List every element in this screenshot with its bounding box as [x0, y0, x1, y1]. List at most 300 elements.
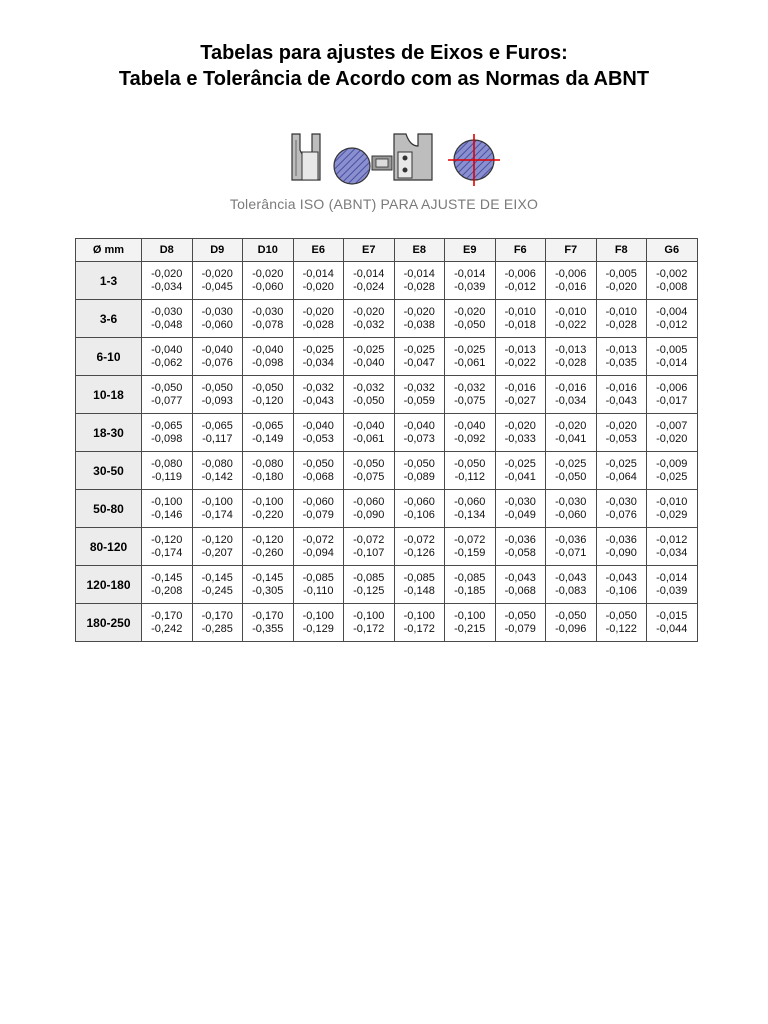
lower-deviation: -0,049 — [504, 508, 536, 521]
lower-deviation: -0,107 — [353, 546, 385, 559]
lower-deviation: -0,033 — [504, 432, 536, 445]
tolerance-cell — [445, 376, 496, 414]
upper-deviation: -0,065 — [252, 419, 284, 432]
upper-deviation: -0,010 — [656, 495, 688, 508]
column-header-d9: D9 — [192, 239, 243, 262]
column-header-e6: E6 — [293, 239, 344, 262]
lower-deviation: -0,050 — [555, 470, 587, 483]
tolerance-cell — [142, 452, 193, 490]
header-row — [76, 239, 698, 262]
lower-deviation: -0,040 — [353, 356, 385, 369]
lower-deviation: -0,045 — [201, 280, 233, 293]
lower-deviation: -0,242 — [151, 622, 183, 635]
tolerance-cell — [192, 338, 243, 376]
tolerance-cell — [142, 566, 193, 604]
tolerance-cell — [394, 490, 445, 528]
upper-deviation: -0,014 — [302, 267, 334, 280]
upper-deviation: -0,013 — [555, 343, 587, 356]
upper-deviation: -0,016 — [555, 381, 587, 394]
shaft-section — [334, 148, 370, 184]
table-row — [76, 566, 698, 604]
tolerance-cell — [192, 528, 243, 566]
upper-deviation: -0,020 — [504, 419, 536, 432]
upper-deviation: -0,145 — [252, 571, 284, 584]
lower-deviation: -0,092 — [454, 432, 486, 445]
upper-deviation: -0,065 — [151, 419, 183, 432]
row-range-label: 180-250 — [76, 604, 142, 642]
lower-deviation: -0,008 — [656, 280, 688, 293]
lower-deviation: -0,028 — [605, 318, 637, 331]
upper-deviation: -0,040 — [201, 343, 233, 356]
upper-deviation: -0,100 — [252, 495, 284, 508]
tolerance-cell — [142, 414, 193, 452]
tolerance-cell — [546, 566, 597, 604]
column-header-d8: D8 — [142, 239, 193, 262]
lower-deviation: -0,016 — [555, 280, 587, 293]
tolerance-cell — [293, 566, 344, 604]
upper-deviation: -0,016 — [504, 381, 536, 394]
upper-deviation: -0,032 — [403, 381, 435, 394]
row-range-label: 80-120 — [76, 528, 142, 566]
lower-deviation: -0,106 — [605, 584, 637, 597]
upper-deviation: -0,080 — [151, 457, 183, 470]
tolerance-cell — [495, 452, 546, 490]
lower-deviation: -0,059 — [403, 394, 435, 407]
upper-deviation: -0,036 — [504, 533, 536, 546]
column-header-f6: F6 — [495, 239, 546, 262]
lower-deviation: -0,093 — [201, 394, 233, 407]
lower-deviation: -0,039 — [454, 280, 486, 293]
tolerance-cell — [445, 338, 496, 376]
upper-deviation: -0,145 — [151, 571, 183, 584]
lower-deviation: -0,061 — [353, 432, 385, 445]
lower-deviation: -0,060 — [555, 508, 587, 521]
tolerance-cell — [546, 490, 597, 528]
upper-deviation: -0,025 — [353, 343, 385, 356]
tolerance-cell — [243, 300, 294, 338]
lower-deviation: -0,122 — [605, 622, 637, 635]
shaft-fit-illustration — [288, 130, 506, 190]
lower-deviation: -0,120 — [252, 394, 284, 407]
tolerance-table — [75, 238, 698, 642]
upper-deviation: -0,043 — [605, 571, 637, 584]
lower-deviation: -0,305 — [252, 584, 284, 597]
upper-deviation: -0,100 — [201, 495, 233, 508]
upper-deviation: -0,050 — [252, 381, 284, 394]
lower-deviation: -0,020 — [302, 280, 334, 293]
lower-deviation: -0,185 — [454, 584, 486, 597]
upper-deviation: -0,006 — [656, 381, 688, 394]
upper-deviation: -0,004 — [656, 305, 688, 318]
tolerance-cell — [243, 528, 294, 566]
tolerance-cell — [647, 566, 698, 604]
row-range-label: 6-10 — [76, 338, 142, 376]
lower-deviation: -0,078 — [252, 318, 284, 331]
lower-deviation: -0,094 — [302, 546, 334, 559]
tolerance-cell — [596, 566, 647, 604]
tolerance-cell — [445, 414, 496, 452]
lower-deviation: -0,024 — [353, 280, 385, 293]
tolerance-cell — [394, 566, 445, 604]
tolerance-cell — [192, 566, 243, 604]
lower-deviation: -0,134 — [454, 508, 486, 521]
tolerance-cell — [142, 528, 193, 566]
lower-deviation: -0,035 — [605, 356, 637, 369]
upper-deviation: -0,010 — [605, 305, 637, 318]
lower-deviation: -0,039 — [656, 584, 688, 597]
tolerance-cell — [293, 338, 344, 376]
column-header-g6: G6 — [647, 239, 698, 262]
tolerance-cell — [293, 300, 344, 338]
row-range-label: 18-30 — [76, 414, 142, 452]
tolerance-cell — [344, 604, 395, 642]
tolerance-cell — [596, 262, 647, 300]
lower-deviation: -0,174 — [151, 546, 183, 559]
lower-deviation: -0,012 — [504, 280, 536, 293]
tolerance-cell — [293, 376, 344, 414]
upper-deviation: -0,036 — [605, 533, 637, 546]
crosshair-section — [448, 134, 500, 186]
upper-deviation: -0,015 — [656, 609, 688, 622]
tolerance-cell — [394, 338, 445, 376]
upper-deviation: -0,025 — [605, 457, 637, 470]
lower-deviation: -0,034 — [151, 280, 183, 293]
lower-deviation: -0,034 — [555, 394, 587, 407]
tolerance-cell — [445, 528, 496, 566]
tolerance-cell — [394, 262, 445, 300]
upper-deviation: -0,009 — [656, 457, 688, 470]
upper-deviation: -0,012 — [656, 533, 688, 546]
lower-deviation: -0,050 — [353, 394, 385, 407]
upper-deviation: -0,025 — [504, 457, 536, 470]
tolerance-cell — [445, 566, 496, 604]
lower-deviation: -0,053 — [302, 432, 334, 445]
tolerance-cell — [546, 338, 597, 376]
upper-deviation: -0,032 — [454, 381, 486, 394]
lower-deviation: -0,020 — [605, 280, 637, 293]
upper-deviation: -0,006 — [504, 267, 536, 280]
upper-deviation: -0,085 — [403, 571, 435, 584]
upper-deviation: -0,060 — [302, 495, 334, 508]
lower-deviation: -0,034 — [302, 356, 334, 369]
upper-deviation: -0,080 — [252, 457, 284, 470]
upper-deviation: -0,145 — [201, 571, 233, 584]
tolerance-cell — [596, 604, 647, 642]
title-line-2: Tabela e Tolerância de Acordo com as Normas da ABNT — [118, 68, 650, 90]
upper-deviation: -0,020 — [403, 305, 435, 318]
lower-deviation: -0,245 — [201, 584, 233, 597]
upper-deviation: -0,040 — [454, 419, 486, 432]
tolerance-cell — [445, 604, 496, 642]
lower-deviation: -0,022 — [555, 318, 587, 331]
upper-deviation: -0,025 — [555, 457, 587, 470]
tolerance-cell — [546, 452, 597, 490]
upper-deviation: -0,100 — [403, 609, 435, 622]
lower-deviation: -0,220 — [252, 508, 284, 521]
tolerance-cell — [647, 376, 698, 414]
lower-deviation: -0,159 — [454, 546, 486, 559]
tolerance-cell — [647, 262, 698, 300]
tolerance-cell — [243, 338, 294, 376]
upper-deviation: -0,030 — [201, 305, 233, 318]
tolerance-cell — [243, 490, 294, 528]
lower-deviation: -0,090 — [353, 508, 385, 521]
lower-deviation: -0,110 — [303, 584, 334, 597]
upper-deviation: -0,013 — [605, 343, 637, 356]
lower-deviation: -0,207 — [201, 546, 233, 559]
tolerance-cell — [596, 452, 647, 490]
lower-deviation: -0,028 — [302, 318, 334, 331]
tolerance-cell — [647, 300, 698, 338]
lower-deviation: -0,172 — [403, 622, 435, 635]
upper-deviation: -0,030 — [151, 305, 183, 318]
lower-deviation: -0,125 — [353, 584, 385, 597]
lower-deviation: -0,053 — [605, 432, 637, 445]
tolerance-cell — [546, 528, 597, 566]
column-header-diameter: Ø mm — [76, 239, 142, 262]
upper-deviation: -0,043 — [504, 571, 536, 584]
lower-deviation: -0,018 — [504, 318, 536, 331]
column-header-f7: F7 — [546, 239, 597, 262]
caliper-left-jaw — [292, 134, 320, 180]
lower-deviation: -0,068 — [504, 584, 536, 597]
table-row — [76, 338, 698, 376]
upper-deviation: -0,100 — [454, 609, 486, 622]
lower-deviation: -0,050 — [454, 318, 486, 331]
tolerance-cell — [192, 262, 243, 300]
upper-deviation: -0,043 — [555, 571, 587, 584]
tolerance-cell — [596, 338, 647, 376]
upper-deviation: -0,032 — [353, 381, 385, 394]
upper-deviation: -0,060 — [454, 495, 486, 508]
upper-deviation: -0,072 — [353, 533, 385, 546]
tolerance-cell — [596, 490, 647, 528]
lower-deviation: -0,098 — [252, 356, 284, 369]
tolerance-cell — [647, 452, 698, 490]
lower-deviation: -0,208 — [151, 584, 183, 597]
caliper-right-jaw — [394, 134, 432, 180]
lower-deviation: -0,038 — [403, 318, 435, 331]
tolerance-cell — [344, 262, 395, 300]
upper-deviation: -0,120 — [252, 533, 284, 546]
tolerance-cell — [394, 452, 445, 490]
lower-deviation: -0,119 — [151, 470, 182, 483]
upper-deviation: -0,005 — [656, 343, 688, 356]
tolerance-cell — [293, 452, 344, 490]
tolerance-cell — [344, 528, 395, 566]
tolerance-cell — [344, 452, 395, 490]
lower-deviation: -0,014 — [656, 356, 688, 369]
upper-deviation: -0,170 — [201, 609, 233, 622]
table-row — [76, 452, 698, 490]
lower-deviation: -0,027 — [504, 394, 536, 407]
upper-deviation: -0,040 — [353, 419, 385, 432]
upper-deviation: -0,050 — [302, 457, 334, 470]
upper-deviation: -0,002 — [656, 267, 688, 280]
lower-deviation: -0,090 — [605, 546, 637, 559]
tolerance-cell — [394, 528, 445, 566]
table-row — [76, 528, 698, 566]
tolerance-cell — [293, 262, 344, 300]
upper-deviation: -0,025 — [302, 343, 334, 356]
tolerance-cell — [293, 604, 344, 642]
upper-deviation: -0,050 — [403, 457, 435, 470]
tolerance-cell — [344, 300, 395, 338]
tolerance-cell — [243, 604, 294, 642]
upper-deviation: -0,050 — [201, 381, 233, 394]
upper-deviation: -0,007 — [656, 419, 688, 432]
lower-deviation: -0,076 — [605, 508, 637, 521]
table-row — [76, 262, 698, 300]
lower-deviation: -0,174 — [201, 508, 233, 521]
tolerance-cell — [142, 490, 193, 528]
lower-deviation: -0,215 — [454, 622, 486, 635]
tolerance-cell — [596, 414, 647, 452]
row-range-label: 120-180 — [76, 566, 142, 604]
lower-deviation: -0,047 — [403, 356, 435, 369]
tolerance-cell — [142, 338, 193, 376]
lower-deviation: -0,089 — [403, 470, 435, 483]
upper-deviation: -0,020 — [555, 419, 587, 432]
table-row — [76, 300, 698, 338]
upper-deviation: -0,030 — [605, 495, 637, 508]
tolerance-cell — [344, 414, 395, 452]
lower-deviation: -0,180 — [252, 470, 284, 483]
lower-deviation: -0,098 — [151, 432, 183, 445]
tolerance-cell — [596, 300, 647, 338]
upper-deviation: -0,100 — [353, 609, 385, 622]
lower-deviation: -0,146 — [151, 508, 183, 521]
tolerance-cell — [192, 300, 243, 338]
upper-deviation: -0,032 — [302, 381, 334, 394]
lower-deviation: -0,075 — [353, 470, 385, 483]
upper-deviation: -0,010 — [555, 305, 587, 318]
tolerance-cell — [243, 414, 294, 452]
upper-deviation: -0,072 — [403, 533, 435, 546]
lower-deviation: -0,148 — [403, 584, 435, 597]
tolerance-cell — [394, 376, 445, 414]
tolerance-cell — [192, 490, 243, 528]
upper-deviation: -0,010 — [504, 305, 536, 318]
upper-deviation: -0,170 — [151, 609, 183, 622]
column-header-e8: E8 — [394, 239, 445, 262]
lower-deviation: -0,044 — [656, 622, 688, 635]
tolerance-cell — [546, 300, 597, 338]
lower-deviation: -0,172 — [353, 622, 385, 635]
lower-deviation: -0,029 — [656, 508, 688, 521]
upper-deviation: -0,050 — [454, 457, 486, 470]
tolerance-cell — [495, 566, 546, 604]
tolerance-cell — [546, 604, 597, 642]
upper-deviation: -0,013 — [504, 343, 536, 356]
upper-deviation: -0,020 — [605, 419, 637, 432]
tolerance-cell — [394, 414, 445, 452]
lower-deviation: -0,043 — [302, 394, 334, 407]
upper-deviation: -0,120 — [201, 533, 233, 546]
tolerance-cell — [445, 452, 496, 490]
lower-deviation: -0,077 — [151, 394, 183, 407]
row-range-label: 10-18 — [76, 376, 142, 414]
tolerance-cell — [495, 262, 546, 300]
lower-deviation: -0,058 — [504, 546, 536, 559]
lower-deviation: -0,142 — [201, 470, 233, 483]
tolerance-cell — [344, 490, 395, 528]
row-range-label: 50-80 — [76, 490, 142, 528]
tolerance-cell — [546, 376, 597, 414]
row-range-label: 3-6 — [76, 300, 142, 338]
tolerance-cell — [495, 300, 546, 338]
lower-deviation: -0,117 — [202, 432, 233, 445]
tolerance-cell — [647, 490, 698, 528]
upper-deviation: -0,060 — [403, 495, 435, 508]
upper-deviation: -0,050 — [151, 381, 183, 394]
lower-deviation: -0,260 — [252, 546, 284, 559]
upper-deviation: -0,014 — [656, 571, 688, 584]
lower-deviation: -0,071 — [555, 546, 587, 559]
lower-deviation: -0,060 — [201, 318, 233, 331]
lower-deviation: -0,083 — [555, 584, 587, 597]
tolerance-cell — [344, 376, 395, 414]
tolerance-cell — [344, 338, 395, 376]
tolerance-cell — [142, 300, 193, 338]
lower-deviation: -0,041 — [504, 470, 536, 483]
tolerance-cell — [445, 300, 496, 338]
upper-deviation: -0,060 — [353, 495, 385, 508]
upper-deviation: -0,005 — [605, 267, 637, 280]
tolerance-cell — [647, 528, 698, 566]
upper-deviation: -0,016 — [605, 381, 637, 394]
tolerance-cell — [293, 528, 344, 566]
upper-deviation: -0,025 — [454, 343, 486, 356]
lower-deviation: -0,012 — [656, 318, 688, 331]
tolerance-cell — [445, 490, 496, 528]
table-row — [76, 490, 698, 528]
tolerance-cell — [495, 414, 546, 452]
upper-deviation: -0,080 — [201, 457, 233, 470]
upper-deviation: -0,020 — [252, 267, 284, 280]
tolerance-cell — [142, 262, 193, 300]
upper-deviation: -0,020 — [454, 305, 486, 318]
upper-deviation: -0,072 — [302, 533, 334, 546]
upper-deviation: -0,050 — [353, 457, 385, 470]
lower-deviation: -0,061 — [454, 356, 486, 369]
column-header-d10: D10 — [243, 239, 294, 262]
lower-deviation: -0,126 — [403, 546, 435, 559]
lower-deviation: -0,017 — [656, 394, 688, 407]
tolerance-cell — [142, 376, 193, 414]
upper-deviation: -0,020 — [302, 305, 334, 318]
table-row — [76, 414, 698, 452]
upper-deviation: -0,100 — [151, 495, 183, 508]
lower-deviation: -0,020 — [656, 432, 688, 445]
upper-deviation: -0,170 — [252, 609, 284, 622]
tolerance-cell — [495, 604, 546, 642]
tolerance-cell — [394, 604, 445, 642]
lower-deviation: -0,032 — [353, 318, 385, 331]
upper-deviation: -0,014 — [353, 267, 385, 280]
upper-deviation: -0,072 — [454, 533, 486, 546]
tolerance-cell — [445, 262, 496, 300]
tolerance-cell — [647, 414, 698, 452]
tolerance-cell — [243, 566, 294, 604]
upper-deviation: -0,040 — [252, 343, 284, 356]
caliper-clamp — [372, 156, 392, 170]
tolerance-cell — [495, 376, 546, 414]
upper-deviation: -0,036 — [555, 533, 587, 546]
upper-deviation: -0,120 — [151, 533, 183, 546]
upper-deviation: -0,014 — [403, 267, 435, 280]
upper-deviation: -0,085 — [454, 571, 486, 584]
